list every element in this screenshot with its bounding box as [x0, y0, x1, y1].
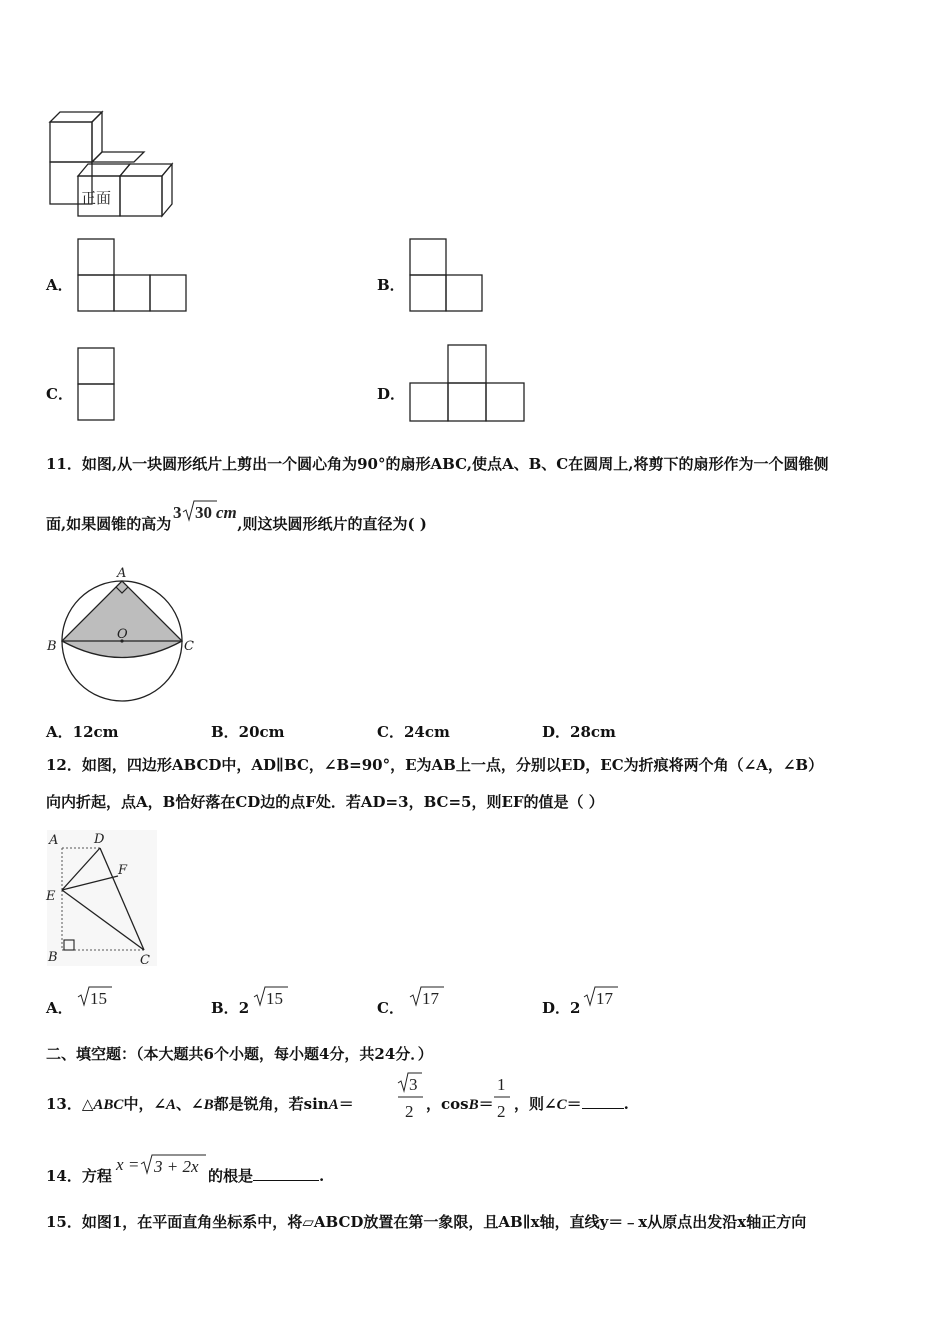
- q13-abc: ABC: [93, 1097, 124, 1113]
- q12-quadrilateral-figure: [44, 828, 160, 968]
- q13-frac1-numerator: 3: [409, 1075, 418, 1094]
- q14-end: .: [319, 1167, 325, 1185]
- q11-label-a: A: [117, 566, 127, 581]
- q14-suffix: 的根是: [208, 1167, 254, 1185]
- q10-option-c-label[interactable]: C．: [46, 385, 73, 403]
- q14-radicand: 3 + 2x: [154, 1157, 199, 1176]
- q13-text3: 都是锐角，若sin: [213, 1095, 329, 1113]
- q12-option-d-radical: [582, 984, 622, 1012]
- q11-label-b: B: [47, 639, 57, 654]
- q12-option-b-radicand: 15: [266, 989, 283, 1008]
- q12-option-a-radicand: 15: [90, 989, 107, 1008]
- q13-text6: ＝: [566, 1095, 582, 1113]
- front-label: 正面: [81, 189, 112, 207]
- q12-label-a: A: [49, 833, 59, 848]
- q12-line2: 向内折起，点A，B恰好落在CD边的点F处．若AD=3，BC=5，则EF的值是（ ）: [46, 793, 604, 811]
- q14-eq-lhs: x: [116, 1155, 124, 1174]
- q13-frac2-denominator: 2: [497, 1102, 506, 1121]
- q14-suffix-wrap: [208, 1166, 324, 1186]
- q15-line1: 15．如图1，在平面直角坐标系中，将▱ABCD放置在第一象限，且AB∥x轴，直线y＝﹣x从原点出发沿x轴正方向: [46, 1213, 807, 1231]
- q12-option-b[interactable]: [211, 998, 249, 1018]
- q13-var-c: C: [556, 1097, 567, 1113]
- q10-option-a-view: [76, 238, 188, 312]
- q11-circle-figure: [44, 562, 200, 706]
- q13-triangle-symbol: △: [81, 1095, 94, 1113]
- q13-eq2: ＝: [478, 1095, 494, 1113]
- q13-text2: 、∠: [176, 1095, 204, 1113]
- q11-option-c[interactable]: C．24cm: [377, 723, 450, 741]
- q12-option-c-radicand: 17: [422, 989, 439, 1008]
- q12-label-c: C: [140, 953, 150, 968]
- q13-var-b: B: [203, 1097, 214, 1113]
- q10-option-a-label[interactable]: A．: [46, 276, 73, 294]
- q12-label-b: B: [48, 950, 58, 965]
- q11-option-b[interactable]: B．20cm: [211, 723, 285, 741]
- q11-option-a[interactable]: A．12cm: [46, 723, 119, 741]
- q12-option-c-radical: [408, 984, 448, 1012]
- q12-line1: 12．如图，四边形ABCD中，AD∥BC，∠B=90°，E为AB上一点，分别以ED，EC为折痕将两个角（∠A，∠B）: [46, 756, 824, 774]
- q10-option-d-view: [408, 344, 526, 422]
- q12-option-d-coef: 2: [570, 999, 581, 1017]
- q13-fraction-sqrt3-over-2: [396, 1070, 426, 1124]
- q14-equation: [114, 1152, 210, 1182]
- q12-option-c-key: C．: [377, 999, 404, 1017]
- q12-option-a[interactable]: [46, 998, 73, 1018]
- q11-label-c: C: [184, 639, 194, 654]
- q13-number: 13．: [46, 1095, 82, 1113]
- q13-text1: 中，∠: [123, 1095, 167, 1113]
- q11-line2-suffix: ,则这块圆形纸片的直径为( ): [237, 515, 427, 533]
- q13-stem-2: [426, 1094, 494, 1115]
- q11-height-radicand: 30: [195, 503, 213, 522]
- q12-option-d-key: D．: [542, 999, 571, 1017]
- q13-var-b2: B: [468, 1097, 479, 1113]
- q14-answer-blank[interactable]: [253, 1166, 319, 1181]
- q10-solid-figure: [40, 100, 180, 220]
- q13-var-a2: A: [328, 1097, 339, 1113]
- q11-height-unit: cm: [216, 503, 238, 522]
- q12-option-b-radical: [252, 984, 292, 1012]
- q13-frac2-numerator: 1: [497, 1075, 506, 1094]
- q12-label-f: F: [118, 863, 128, 878]
- q12-label-d: D: [94, 832, 105, 847]
- q12-option-b-coef: 2: [238, 999, 250, 1017]
- q11-line2-prefix: 面,如果圆锥的高为: [46, 515, 172, 533]
- q10-option-b-view: [408, 238, 486, 312]
- q11-line2: [46, 503, 427, 534]
- q12-option-d-radicand: 17: [596, 989, 613, 1008]
- q12-option-a-radical: [76, 984, 116, 1012]
- q12-option-b-key: B．: [211, 999, 239, 1017]
- q12-option-d[interactable]: [542, 998, 580, 1018]
- q13-fraction-1-over-2: [492, 1070, 514, 1124]
- q13-end: .: [623, 1095, 629, 1113]
- q12-option-c[interactable]: [377, 998, 404, 1018]
- q11-height-coef: 3: [173, 503, 182, 522]
- q13-stem-3: [514, 1094, 629, 1115]
- section2-heading: 二、填空题：（本大题共6个小题，每小题4分，共24分．）: [46, 1045, 433, 1063]
- q11-option-d[interactable]: D．28cm: [542, 723, 616, 741]
- q12-option-a-key: A．: [46, 999, 73, 1017]
- q13-frac1-denominator: 2: [405, 1102, 414, 1121]
- q11-height-expression: [171, 503, 238, 534]
- q13-stem: [46, 1094, 354, 1115]
- q14-prefix: 14．方程: [46, 1167, 112, 1185]
- q10-option-c-view: [76, 347, 118, 421]
- q11-line1: 11．如图,从一块圆形纸片上剪出一个圆心角为90°的扇形ABC,使点A、B、C在圆周上,将剪下的扇形作为一个圆锥侧: [46, 455, 829, 473]
- q13-text5: ，则∠: [514, 1095, 557, 1113]
- q12-label-e: E: [46, 889, 56, 904]
- q13-eq1: ＝: [338, 1095, 354, 1113]
- q10-option-d-label[interactable]: D．: [377, 385, 406, 403]
- q13-answer-blank[interactable]: [582, 1094, 624, 1109]
- q13-var-a: A: [166, 1097, 177, 1113]
- q10-option-b-label[interactable]: B．: [377, 276, 405, 294]
- q13-text4: ，cos: [426, 1095, 469, 1113]
- q11-label-o: O: [117, 627, 128, 642]
- q14-eq-sign: =: [129, 1155, 139, 1174]
